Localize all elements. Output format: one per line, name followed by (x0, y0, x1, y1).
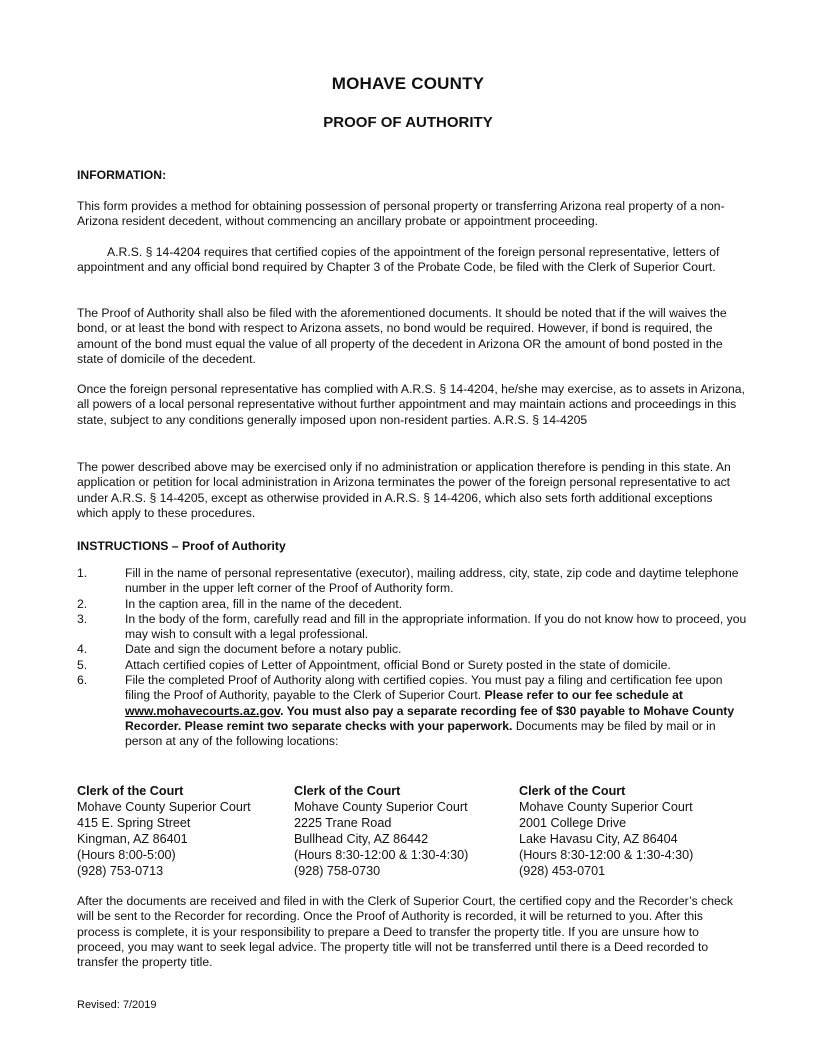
info-paragraph-3 (77, 306, 747, 367)
instructions-heading-block (77, 539, 747, 554)
info-paragraph-1 (77, 199, 747, 230)
step-number: 6. (77, 673, 88, 688)
location-lake-havasu-city (519, 783, 693, 879)
location-court: Mohave County Superior Court (77, 800, 251, 814)
step-text: Fill in the name of personal representative (executor), mailing address, city, state, zip code and daytime telephone number in the upper left corner of the Proof of Authority form. (125, 566, 739, 596)
location-street: 2225 Trane Road (294, 816, 392, 830)
location-city: Kingman, AZ 86401 (77, 832, 188, 846)
instruction-step (77, 597, 747, 612)
location-city: Lake Havasu City, AZ 86404 (519, 832, 678, 846)
closing-paragraph: After the documents are received and filed in with the Clerk of Superior Court, the certified copy and the Recorder’s check will be sent to the Recorder for recording. Once the Proof of Authority is recorded, it will be returned to you. After this process is complete, it is your responsibility to prepare a Deed to transfer the property title. If you are unsure how to proceed, you may want to seek legal advice. The property title will not be transferred until there is a Deed recorded to transfer the property title. (77, 894, 733, 970)
instruction-step (77, 658, 747, 673)
step-text: Attach certified copies of Letter of Appointment, official Bond or Surety posted in the state of domicile. (125, 657, 671, 672)
location-street: 2001 College Drive (519, 816, 627, 830)
location-bullhead-city (294, 783, 468, 879)
form-title: PROOF OF AUTHORITY (323, 114, 493, 131)
step-number: 1. (77, 566, 88, 580)
location-kingman (77, 783, 251, 879)
info-paragraph: Once the foreign personal representative has complied with A.R.S. § 14-4204, he/she may exercise, as to assets in Arizona, all powers of a local personal representative without further appointment and may maintain actions and proceedings in this state, subject to any conditions generally imposed upon non-resident parties. A.R.S. § 14-4205 (77, 382, 745, 427)
revised-date: Revised: 7/2019 (77, 999, 157, 1011)
info-paragraph-5 (77, 460, 747, 521)
step-number: 2. (77, 596, 88, 611)
step-number: 4. (77, 642, 88, 657)
instructions-list (77, 566, 747, 750)
instructions-heading: INSTRUCTIONS – Proof of Authority (77, 539, 286, 553)
location-hours: (Hours 8:30-12:00 & 1:30-4:30) (519, 848, 694, 862)
instruction-step (77, 612, 747, 643)
location-phone: (928) 453-0701 (519, 864, 606, 878)
instruction-step (77, 642, 747, 657)
info-paragraph: A.R.S. § 14-4204 requires that certified copies of the appointment of the foreign personal representative, letters of appointment and any official bond required by Chapter 3 of the Probate Code, be filed with the Clerk of Superior Court. (77, 245, 720, 275)
instruction-step (77, 566, 747, 597)
location-title: Clerk of the Court (294, 784, 401, 798)
step-text: In the body of the form, carefully read and fill in the appropriate information. If you do not know how to proceed, you may wish to consult with a legal professional. (125, 611, 747, 642)
location-title: Clerk of the Court (77, 784, 184, 798)
court-website-link[interactable]: www.mohavecourts.az.gov (125, 703, 281, 718)
location-court: Mohave County Superior Court (294, 800, 468, 814)
location-title: Clerk of the Court (519, 784, 626, 798)
instruction-step (77, 673, 747, 749)
info-paragraph: The power described above may be exercised only if no administration or application therefore is pending in this state. An application or petition for local administration in Arizona terminates the power of the foreign personal representative to act under A.R.S. § 14-4205, except as otherwise provided in A.R.S. § 14-4206, which also sets forth additional exceptions which apply to these procedures. (77, 460, 731, 520)
step-text: File the completed Proof of Authority along with certified copies. You must pay a filing and certification fee upon filing the Proof of Authority, payable to the Clerk of Superior Court. (125, 673, 723, 703)
location-hours: (Hours 8:30-12:00 & 1:30-4:30) (294, 848, 469, 862)
info-paragraph-4 (77, 382, 747, 428)
step-number: 5. (77, 657, 88, 672)
step-text: Documents may be filed by mail or in person at any of the following locations: (125, 718, 716, 749)
recording-fee-notice: . You must also pay a separate recording fee of $30 payable to Mohave County Recorder. Please remint two separate checks with your paperwork. (125, 703, 735, 733)
location-phone: (928) 758-0730 (294, 864, 381, 878)
information-heading-block (77, 168, 747, 183)
location-court: Mohave County Superior Court (519, 800, 693, 814)
step-text: Date and sign the document before a notary public. (125, 642, 402, 657)
county-title: MOHAVE COUNTY (331, 74, 485, 93)
location-phone: (928) 753-0713 (77, 864, 164, 878)
location-hours: (Hours 8:00-5:00) (77, 848, 176, 862)
info-paragraph-2 (77, 245, 747, 276)
info-paragraph: The Proof of Authority shall also be filed with the aforementioned documents. It should be noted that if the will waives the bond, or at least the bond with respect to Arizona assets, no bond would be required. However, if bond is required, the amount of the bond must equal the value of all property of the decedent in Arizona OR the amount of bond posted in the state of domicile of the decedent. (77, 306, 727, 366)
location-street: 415 E. Spring Street (77, 816, 191, 830)
closing-paragraph-block (77, 894, 747, 970)
step-number: 3. (77, 611, 88, 626)
fee-schedule-notice: Please refer to our fee schedule at (484, 688, 683, 703)
information-heading: INFORMATION: (77, 168, 167, 182)
location-city: Bullhead City, AZ 86442 (294, 832, 429, 846)
info-paragraph: This form provides a method for obtaining possession of personal property or transferring Arizona real property of a non-Arizona resident decedent, without commencing an ancillary probate or appointment proceeding. (77, 199, 725, 229)
step-text: In the caption area, fill in the name of the decedent. (125, 596, 403, 611)
